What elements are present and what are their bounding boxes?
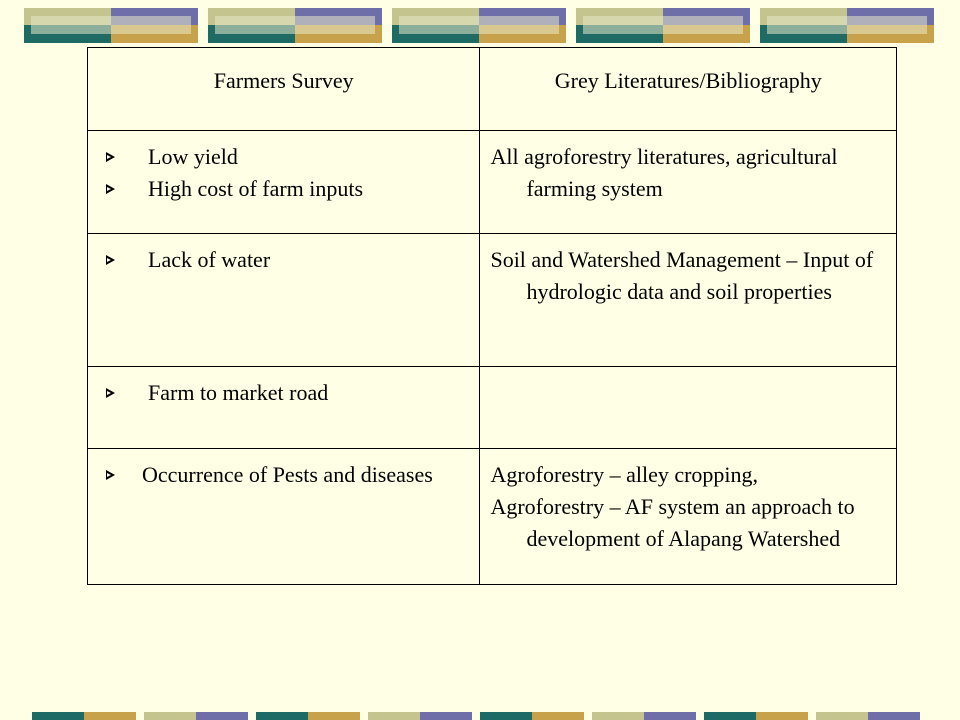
header-farmers-survey <box>88 48 480 131</box>
bottom-decorative-banner <box>32 712 960 720</box>
header-grey-literature <box>480 48 897 131</box>
arrow-bullet-icon <box>106 152 116 162</box>
list-item: High cost of farm inputs <box>106 173 479 205</box>
survey-list <box>88 234 479 276</box>
table-row <box>88 234 897 367</box>
survey-cell <box>88 131 480 234</box>
comparison-table <box>87 47 897 585</box>
list-item: Farm to market road <box>106 377 479 409</box>
arrow-bullet-icon <box>106 255 116 265</box>
table-row <box>88 131 897 234</box>
survey-list <box>88 367 479 409</box>
header-label: Grey Literatures/Bibliography <box>554 68 822 93</box>
literature-text: Soil and Watershed Management – Input of hydrologic data and soil properties <box>490 247 874 304</box>
list-item: Lack of water <box>106 244 479 276</box>
literature-cell <box>480 234 897 367</box>
decorative-block <box>392 8 566 43</box>
decorative-block <box>760 8 934 43</box>
survey-cell <box>88 367 480 449</box>
literature-cell-empty <box>480 367 897 449</box>
arrow-bullet-icon <box>106 184 116 194</box>
header-label: Farmers Survey <box>213 68 354 93</box>
literature-text: All agroforestry literatures, agricultural farming system <box>490 144 838 201</box>
arrow-bullet-icon <box>106 388 116 398</box>
decorative-block <box>576 8 750 43</box>
table-row <box>88 449 897 585</box>
literature-cell <box>480 131 897 234</box>
table-header-row <box>88 48 897 131</box>
survey-cell <box>88 449 480 585</box>
list-item: Occurrence of Pests and diseases <box>106 459 479 491</box>
literature-cell <box>480 449 897 585</box>
literature-text: Agroforestry – alley cropping, <box>490 462 759 487</box>
decorative-block <box>24 8 198 43</box>
survey-list <box>88 449 479 491</box>
literature-text: Agroforestry – AF system an approach to development of Alapang Watershed <box>490 494 855 551</box>
decorative-block <box>208 8 382 43</box>
table-row <box>88 367 897 449</box>
survey-cell <box>88 234 480 367</box>
survey-list <box>88 131 479 205</box>
arrow-bullet-icon <box>106 470 116 480</box>
top-decorative-banner <box>24 8 939 43</box>
list-item: Low yield <box>106 141 479 173</box>
